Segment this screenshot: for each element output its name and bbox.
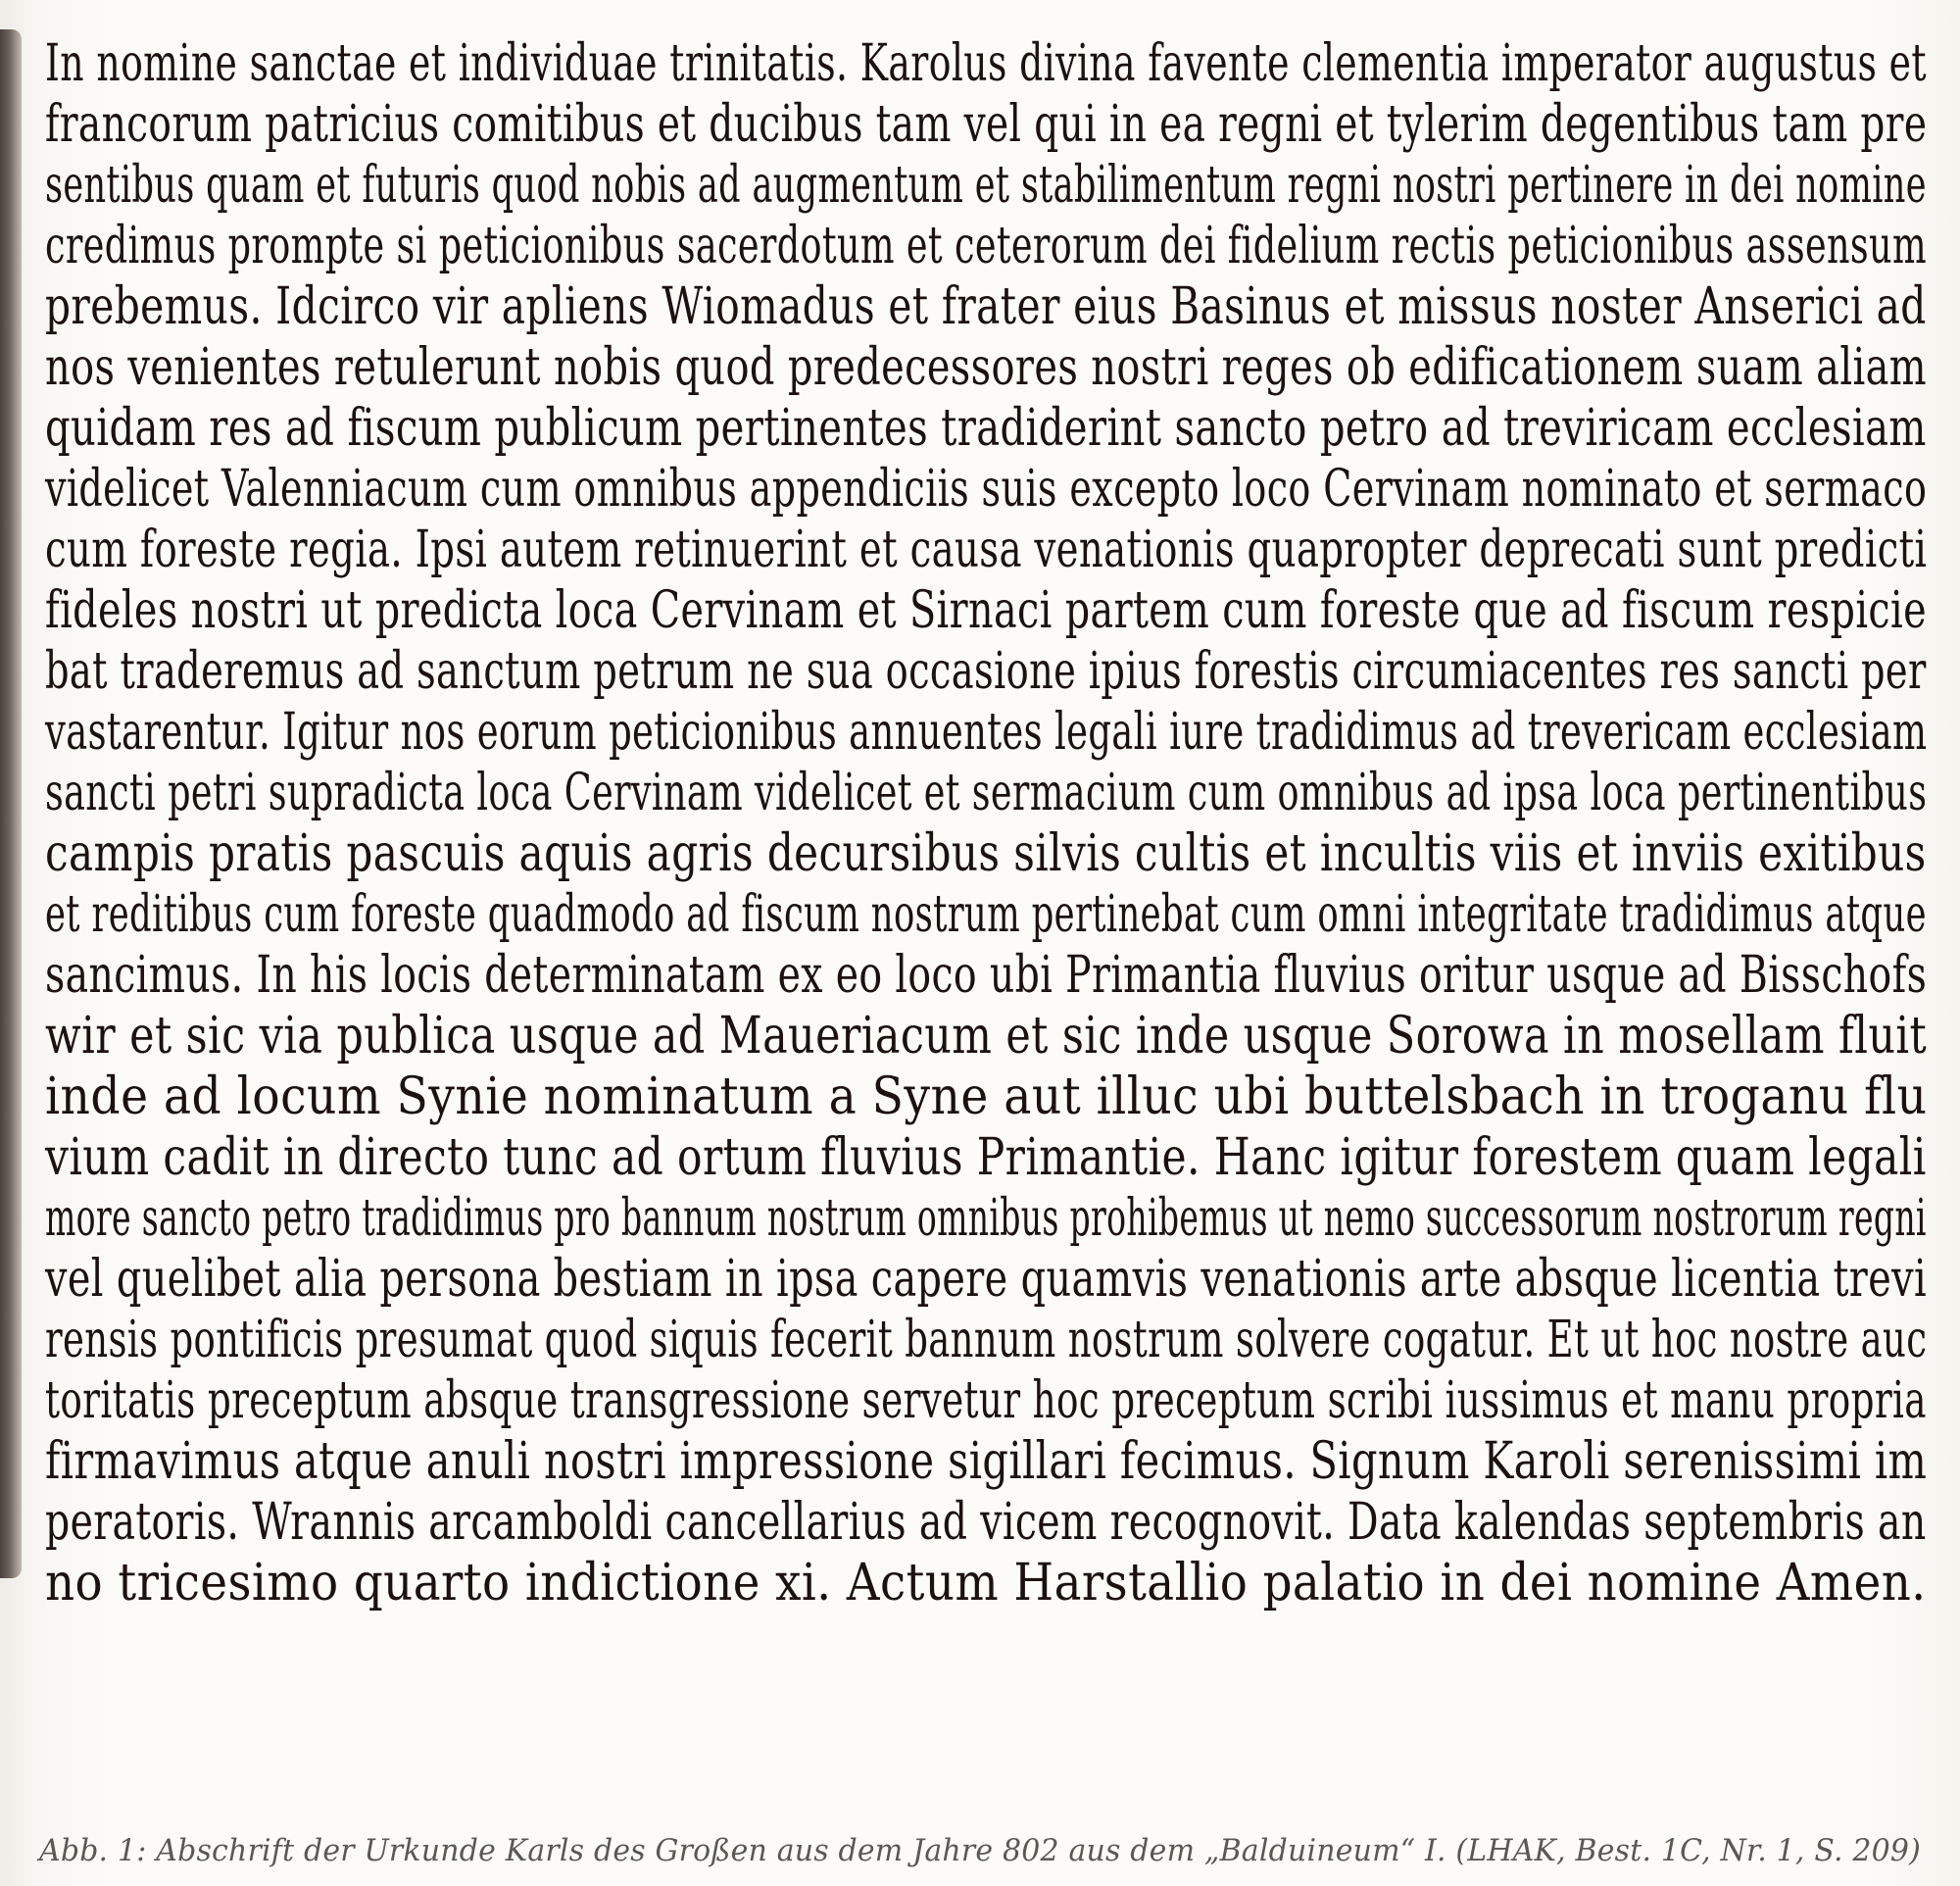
manuscript-line-5: prebemus. Idcirco vir apliens Wiomadus et frater eius Basinus et missus noster Anserici ad — [45, 277, 1927, 336]
manuscript-line-21: vel quelibet alia persona bestiam in ipsa capere quamvis venationis arte absque licentia trevi — [45, 1250, 1928, 1309]
manuscript-line-20: more sancto petro tradidimus pro bannum nostrum omnibus prohibemus ut nemo successorum nostrorum regni — [45, 1189, 1927, 1248]
binding-edge-shadow — [0, 29, 22, 1578]
manuscript-line-25: peratoris. Wrannis arcamboldi cancellarius ad vicem recognovit. Data kalendas septembris an — [45, 1493, 1927, 1552]
manuscript-line-13: sancti petri supradicta loca Cervinam videlicet et sermacium cum omnibus ad ipsa loca pertinentibus — [45, 764, 1928, 822]
manuscript-line-2: francorum patricius comitibus et ducibus tam vel qui in ea regni et tylerim degentibus tam pre — [45, 95, 1928, 154]
manuscript-line-6: nos venientes retulerunt nobis quod predecessores nostri reges ob edificationem suam aliam — [45, 338, 1928, 397]
manuscript-line-17: wir et sic via publica usque ad Maueriacum et sic inde usque Sorowa in mosellam fluit — [45, 1007, 1928, 1066]
manuscript-line-10: fideles nostri ut predicta loca Cervinam et Sirnaci partem cum foreste que ad fiscum respicie — [45, 581, 1928, 640]
manuscript-line-1: In nomine sanctae et individuae trinitatis. Karolus divina favente clementia imperator augustus et — [45, 34, 1927, 93]
manuscript-line-23: toritatis preceptum absque transgressione servetur hoc preceptum scribi iussimus et manu propria — [45, 1371, 1927, 1430]
manuscript-line-15: et reditibus cum foreste quadmodo ad fiscum nostrum pertinebat cum omni integritate tradidimus atque — [45, 885, 1927, 944]
manuscript-line-22: rensis pontificis presumat quod siquis fecerit bannum nostrum solvere cogatur. Et ut hoc nostre auc — [45, 1311, 1928, 1369]
manuscript-line-11: bat traderemus ad sanctum petrum ne sua occasione ipius forestis circumiacentes res sancti per — [45, 642, 1927, 701]
manuscript-line-16: sancimus. In his locis determinatam ex eo loco ubi Primantia fluvius oritur usque ad Bisschofs — [45, 946, 1928, 1005]
manuscript-line-24: firmavimus atque anuli nostri impressione sigillari fecimus. Signum Karoli serenissimi im — [45, 1432, 1928, 1491]
manuscript-text-block — [45, 29, 1936, 1637]
manuscript-line-7: quidam res ad fiscum publicum pertinentes tradiderint sancto petro ad treviricam ecclesiam — [45, 399, 1927, 458]
manuscript-line-9: cum foreste regia. Ipsi autem retinuerint et causa venationis quapropter deprecati sunt predicti — [45, 521, 1928, 579]
manuscript-line-14: campis pratis pascuis aquis agris decursibus silvis cultis et incultis viis et inviis exitibus — [45, 824, 1927, 883]
manuscript-line-4: credimus prompte si peticionibus sacerdotum et ceterorum dei fidelium rectis peticionibus assensum — [45, 217, 1928, 275]
manuscript-line-26: no tricesimo quarto indictione xi. Actum Harstallio palatio in dei nomine Amen. — [45, 1554, 1927, 1613]
manuscript-line-19: vium cadit in directo tunc ad ortum fluvius Primantie. Hanc igitur forestem quam legali — [45, 1128, 1927, 1187]
figure-caption: Abb. 1: Abschrift der Urkunde Karls des Großen aus dem Jahre 802 aus dem „Balduineum“ I. (LHAK, Best. 1C, Nr. 1, S. 209) — [39, 1833, 1922, 1868]
manuscript-line-8: videlicet Valenniacum cum omnibus appendiciis suis excepto loco Cervinam nominato et sermaco — [45, 460, 1928, 519]
manuscript-line-18: inde ad locum Synie nominatum a Syne aut illuc ubi buttelsbach in troganu flu — [45, 1067, 1928, 1126]
manuscript-line-3: sentibus quam et futuris quod nobis ad augmentum et stabilimentum regni nostri pertinere in dei nomine — [45, 156, 1927, 215]
manuscript-line-12: vastarentur. Igitur nos eorum peticionibus annuentes legali iure tradidimus ad trevericam ecclesiam — [45, 703, 1928, 762]
